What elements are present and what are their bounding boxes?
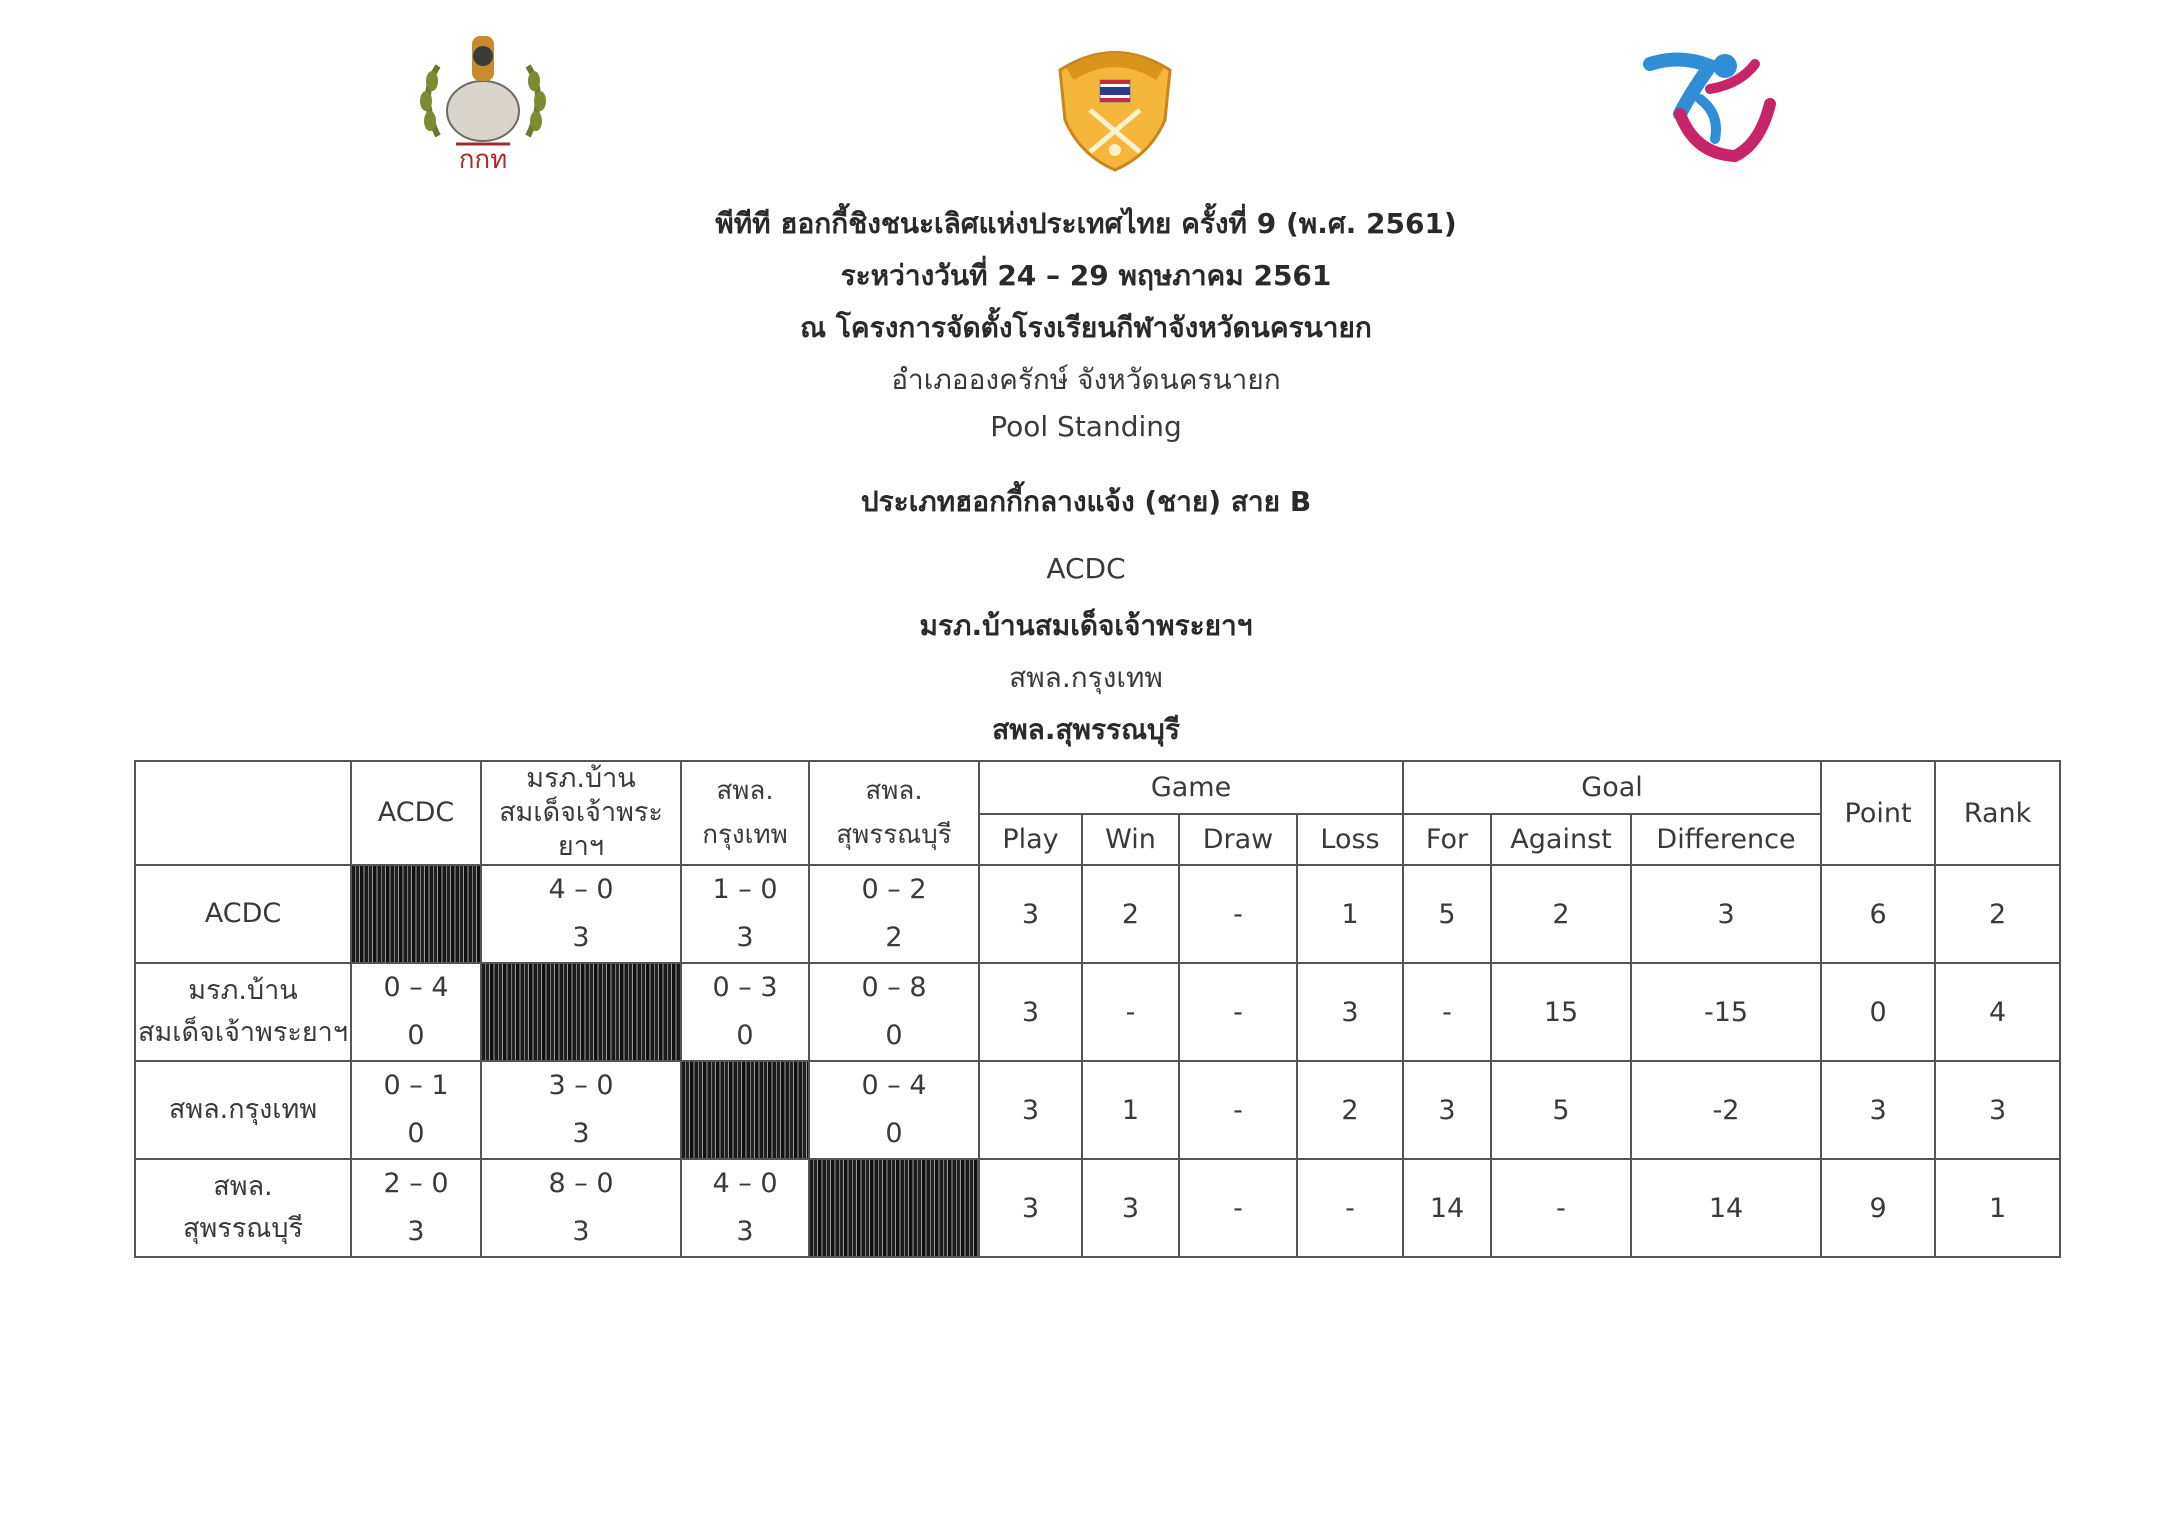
match-result-cell: 8 – 0 3 <box>481 1159 681 1257</box>
draw-cell: - <box>1179 865 1297 963</box>
team-list-item: สพล.สุพรรณบุรี <box>992 713 1180 746</box>
event-title: พีทีที ฮอกกี้ชิงชนะเลิศแห่งประเทศไทย ครั้งที่ 9 (พ.ศ. 2561) <box>715 207 1457 240</box>
win-header: Win <box>1082 814 1179 865</box>
team-list-item: สพล.กรุงเทพ <box>1009 661 1163 694</box>
col-header-team: ACDC <box>351 761 481 865</box>
rank-cell: 4 <box>1935 963 2060 1061</box>
match-result-cell: 2 – 0 3 <box>351 1159 481 1257</box>
col-header-team: สพล. สุพรรณบุรี <box>809 761 979 865</box>
against-cell: - <box>1491 1159 1631 1257</box>
row-team-name: สพล.กรุงเทพ <box>135 1061 351 1159</box>
pool-standing-heading: Pool Standing <box>990 410 1182 443</box>
draw-cell: - <box>1179 1159 1297 1257</box>
for-cell: 14 <box>1403 1159 1491 1257</box>
win-cell: 2 <box>1082 865 1179 963</box>
point-cell: 6 <box>1821 865 1935 963</box>
draw-header: Draw <box>1179 814 1297 865</box>
play-cell: 3 <box>979 865 1082 963</box>
match-result-cell: 3 – 0 3 <box>481 1061 681 1159</box>
loss-cell: - <box>1297 1159 1403 1257</box>
for-cell: 5 <box>1403 865 1491 963</box>
draw-cell: - <box>1179 963 1297 1061</box>
play-cell: 3 <box>979 1159 1082 1257</box>
point-header: Point <box>1821 761 1935 865</box>
self-match-cell <box>681 1061 809 1159</box>
self-match-cell <box>351 865 481 963</box>
against-cell: 5 <box>1491 1061 1631 1159</box>
play-cell: 3 <box>979 963 1082 1061</box>
loss-cell: 1 <box>1297 865 1403 963</box>
goal-group-header: Goal <box>1403 761 1821 814</box>
for-cell: 3 <box>1403 1061 1491 1159</box>
play-cell: 3 <box>979 1061 1082 1159</box>
for-cell: - <box>1403 963 1491 1061</box>
row-team-name: มรภ.บ้าน สมเด็จเจ้าพระยาฯ <box>135 963 351 1061</box>
running-athlete-icon <box>1640 44 1790 172</box>
difference-header: Difference <box>1631 814 1821 865</box>
win-cell: - <box>1082 963 1179 1061</box>
thai-elephant-crest-icon <box>408 26 558 171</box>
table-row <box>135 1061 2060 1159</box>
rank-header: Rank <box>1935 761 2060 865</box>
for-header: For <box>1403 814 1491 865</box>
row-team-name: สพล. สุพรรณบุรี <box>135 1159 351 1257</box>
category-heading: ประเภทฮอกกี้กลางแจ้ง (ชาย) สาย B <box>860 485 1312 518</box>
table-row <box>135 865 2060 963</box>
match-result-cell: 0 – 2 2 <box>809 865 979 963</box>
hockey-association-badge-icon <box>1040 40 1190 175</box>
match-result-cell: 4 – 0 3 <box>681 1159 809 1257</box>
point-cell: 9 <box>1821 1159 1935 1257</box>
event-venue: ณ โครงการจัดตั้งโรงเรียนกีฬาจังหวัดนครนายก <box>800 311 1372 344</box>
win-cell: 3 <box>1082 1159 1179 1257</box>
match-result-cell: 0 – 3 0 <box>681 963 809 1061</box>
difference-cell: -15 <box>1631 963 1821 1061</box>
col-header-team: สพล. กรุงเทพ <box>681 761 809 865</box>
rank-cell: 3 <box>1935 1061 2060 1159</box>
loss-cell: 3 <box>1297 963 1403 1061</box>
self-match-cell <box>481 963 681 1061</box>
team-list-item: ACDC <box>1046 552 1126 585</box>
match-result-cell: 0 – 8 0 <box>809 963 979 1061</box>
rank-cell: 2 <box>1935 865 2060 963</box>
match-result-cell: 0 – 1 0 <box>351 1061 481 1159</box>
rank-cell: 1 <box>1935 1159 2060 1257</box>
loss-cell: 2 <box>1297 1061 1403 1159</box>
against-header: Against <box>1491 814 1631 865</box>
match-result-cell: 0 – 4 0 <box>351 963 481 1061</box>
col-header-team: มรภ.บ้าน สมเด็จเจ้าพระยาฯ <box>481 761 681 865</box>
difference-cell: 14 <box>1631 1159 1821 1257</box>
corner-cell <box>135 761 351 865</box>
win-cell: 1 <box>1082 1061 1179 1159</box>
crest-text: กกท <box>458 145 508 171</box>
point-cell: 3 <box>1821 1061 1935 1159</box>
draw-cell: - <box>1179 1061 1297 1159</box>
table-row <box>135 963 2060 1061</box>
difference-cell: -2 <box>1631 1061 1821 1159</box>
row-team-name: ACDC <box>135 865 351 963</box>
table-row <box>135 1159 2060 1257</box>
team-list-item: มรภ.บ้านสมเด็จเจ้าพระยาฯ <box>919 609 1253 642</box>
point-cell: 0 <box>1821 963 1935 1061</box>
loss-header: Loss <box>1297 814 1403 865</box>
pool-standing-table <box>134 760 2061 1258</box>
against-cell: 15 <box>1491 963 1631 1061</box>
play-header: Play <box>979 814 1082 865</box>
against-cell: 2 <box>1491 865 1631 963</box>
event-dates: ระหว่างวันที่ 24 – 29 พฤษภาคม 2561 <box>840 259 1332 292</box>
difference-cell: 3 <box>1631 865 1821 963</box>
match-result-cell: 1 – 0 3 <box>681 865 809 963</box>
game-group-header: Game <box>979 761 1403 814</box>
event-district: อำเภอองครักษ์ จังหวัดนครนายก <box>891 363 1281 396</box>
match-result-cell: 0 – 4 0 <box>809 1061 979 1159</box>
self-match-cell <box>809 1159 979 1257</box>
match-result-cell: 4 – 0 3 <box>481 865 681 963</box>
